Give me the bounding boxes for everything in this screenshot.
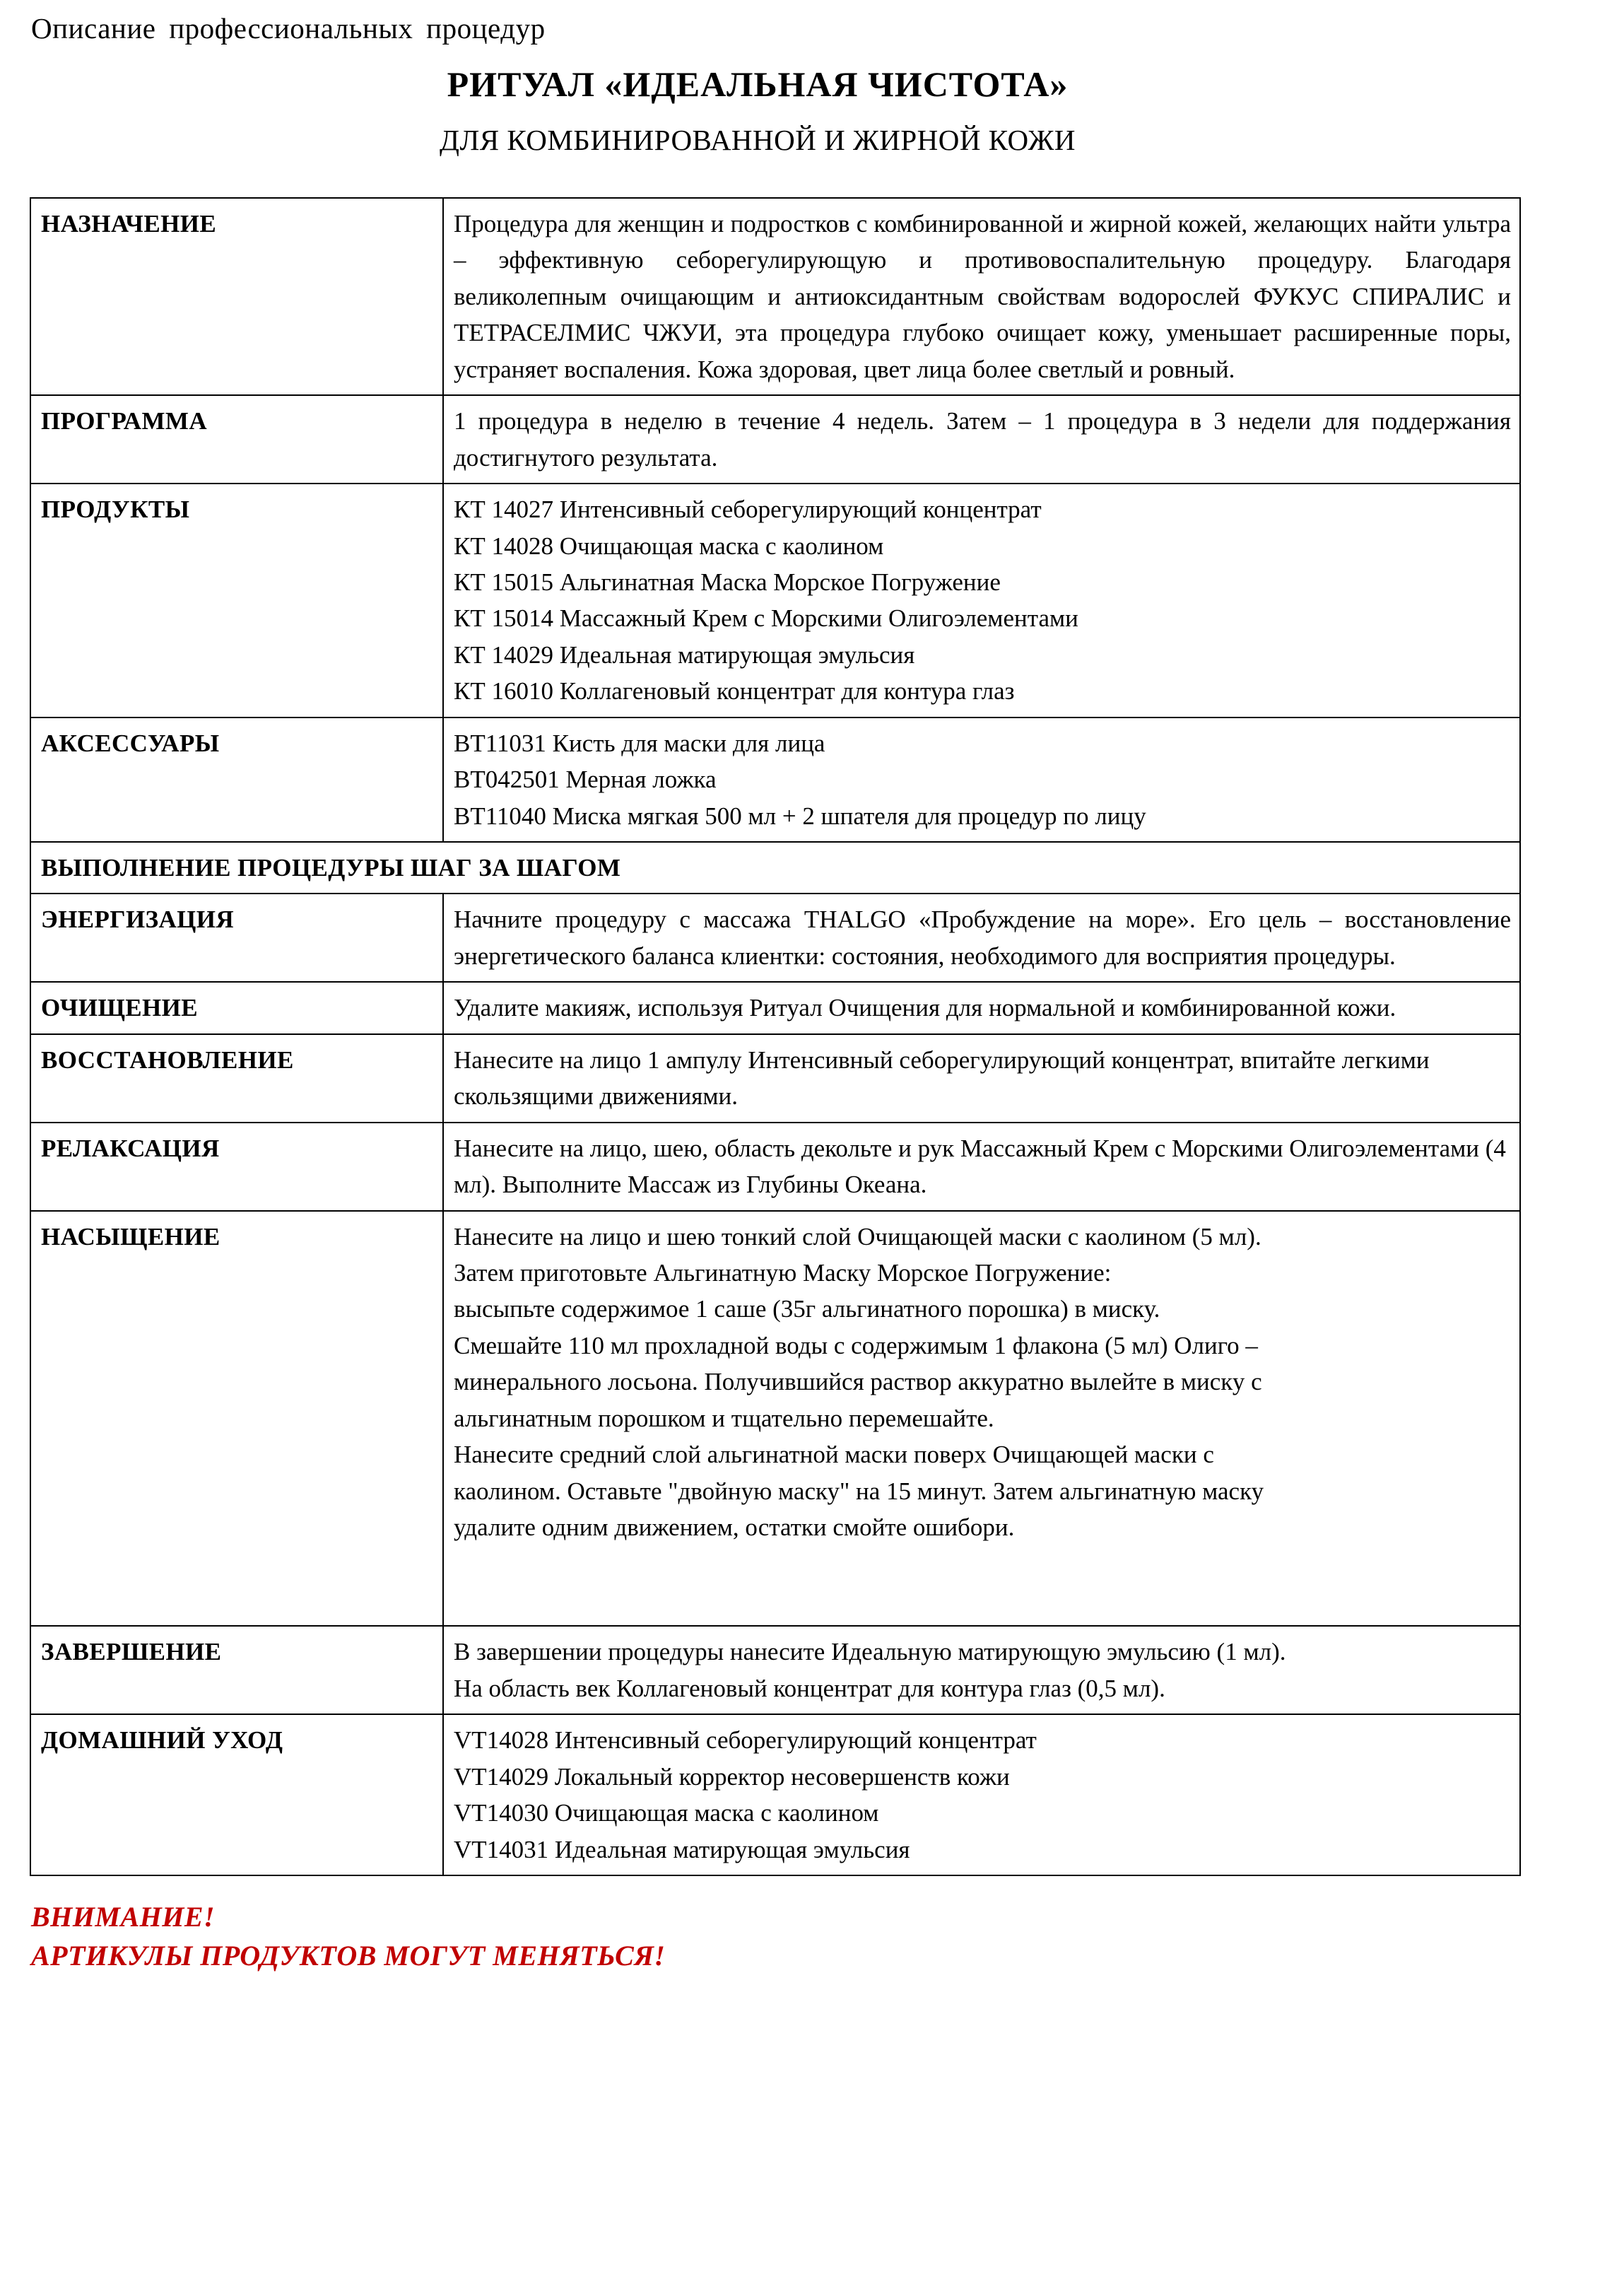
- row-label-relaxation: РЕЛАКСАЦИЯ: [30, 1123, 443, 1211]
- table-row-relaxation: [30, 1123, 1520, 1211]
- row-text-products: [443, 484, 1520, 718]
- warning-line-1: ВНИМАНИЕ!: [31, 1900, 216, 1933]
- list-item: BT11031 Кисть для маски для лица: [454, 729, 825, 757]
- table-row-products: [30, 484, 1520, 718]
- row-text-restoration: Нанесите на лицо 1 ампулу Интенсивный себорегулирующий концентрат, впитайте легкими скользящими движениями.: [443, 1034, 1520, 1123]
- table-row-steps-header: [30, 842, 1520, 894]
- table-row-energizing: [30, 894, 1520, 982]
- list-item: Затем приготовьте Альгинатную Маску Морское Погружение:: [454, 1258, 1112, 1287]
- list-item: BT11040 Миска мягкая 500 мл + 2 шпателя для процедур по лицу: [454, 802, 1146, 830]
- section-header-steps: ВЫПОЛНЕНИЕ ПРОЦЕДУРЫ ШАГ ЗА ШАГОМ: [30, 842, 1520, 894]
- row-text-energizing: Начните процедуру с массажа THALGO «Пробуждение на море». Его цель – восстановление энергетического баланса клиентки: состояния, необходимого для восприятия процедуры.: [443, 894, 1520, 982]
- list-item: VT14028 Интенсивный себорегулирующий концентрат: [454, 1726, 1037, 1755]
- row-text-home-care: [443, 1714, 1520, 1875]
- warning-note: [31, 1897, 1600, 1975]
- document-eyebrow: Описание профессиональных процедур: [31, 12, 546, 45]
- saturation-trailing-space: [454, 1545, 1511, 1581]
- list-item: КТ 14029 Идеальная матирующая эмульсия: [454, 640, 915, 669]
- list-item: КТ 16010 Коллагеновый концентрат для контура глаз: [454, 677, 1015, 705]
- row-label-energizing: ЭНЕРГИЗАЦИЯ: [30, 894, 443, 982]
- table-row-saturation: [30, 1211, 1520, 1627]
- table-row-accessories: [30, 718, 1520, 842]
- row-text-relaxation: Нанесите на лицо, шею, область декольте и рук Массажный Крем с Морскими Олигоэлементами (4 мл). Выполните Массаж из Глубины Океана.: [443, 1123, 1520, 1211]
- table-row-purpose: [30, 198, 1520, 395]
- row-label-program: ПРОГРАММА: [30, 395, 443, 484]
- list-item: Нанесите на лицо и шею тонкий слой Очищающей маски с каолином (5 мл).: [454, 1222, 1261, 1250]
- list-item: В завершении процедуры нанесите Идеальную матирующую эмульсию (1 мл).: [454, 1638, 1286, 1666]
- row-text-program: 1 процедура в неделю в течение 4 недель. Затем – 1 процедура в 3 недели для поддержания достигнутого результата.: [443, 395, 1520, 484]
- row-label-accessories: АКСЕССУАРЫ: [30, 718, 443, 842]
- list-item: BT042501 Мерная ложка: [454, 766, 717, 794]
- warning-line-2: АРТИКУЛЫ ПРОДУКТОВ МОГУТ МЕНЯТЬСЯ!: [31, 1940, 666, 1972]
- row-label-saturation: НАСЫЩЕНИЕ: [30, 1211, 443, 1627]
- row-label-home-care: ДОМАШНИЙ УХОД: [30, 1714, 443, 1875]
- list-item: КТ 15014 Массажный Крем с Морскими Олигоэлементами: [454, 604, 1078, 633]
- list-item: удалите одним движением, остатки смойте ошибори.: [454, 1513, 1015, 1541]
- page-title: РИТУАЛ «ИДЕАЛЬНАЯ ЧИСТОТА»: [447, 64, 1069, 104]
- list-item: КТ 14028 Очищающая маска с каолином: [454, 532, 884, 560]
- row-text-cleansing: Удалите макияж, используя Ритуал Очищения для нормальной и комбинированной кожи.: [443, 982, 1520, 1033]
- list-item: VT14031 Идеальная матирующая эмульсия: [454, 1835, 910, 1863]
- list-item: каолином. Оставьте "двойную маску" на 15 минут. Затем альгинатную маску: [454, 1477, 1264, 1505]
- list-item: На область век Коллагеновый концентрат для контура глаз (0,5 мл).: [454, 1674, 1165, 1702]
- list-item: Нанесите средний слой альгинатной маски поверх Очищающей маски с: [454, 1441, 1214, 1469]
- row-text-purpose: Процедура для женщин и подростков с комбинированной и жирной кожей, желающих найти ультра – эффективную себорегулирующую и противовоспалительную процедуру. Благодаря великолепным очищающим и антиоксидантным свойствам водорослей ФУКУС СПИРАЛИС и ТЕТРАСЕЛМИС ЧЖУИ, эта процедура глубоко очищает кожу, уменьшает расширенные поры, устраняет воспаления. Кожа здоровая, цвет лица более светлый и ровный.: [443, 198, 1520, 395]
- table-row-cleansing: [30, 982, 1520, 1033]
- list-item: высыпьте содержимое 1 саше (35г альгинатного порошка) в миску.: [454, 1295, 1160, 1323]
- table-row-completion: [30, 1626, 1520, 1714]
- list-item: альгинатным порошком и тщательно перемешайте.: [454, 1404, 994, 1432]
- list-item: VT14029 Локальный корректор несовершенств кожи: [454, 1762, 1010, 1791]
- row-label-products: ПРОДУКТЫ: [30, 484, 443, 718]
- table-row-home-care: [30, 1714, 1520, 1875]
- row-text-completion: [443, 1626, 1520, 1714]
- list-item: VT14030 Очищающая маска с каолином: [454, 1799, 879, 1827]
- table-row-program: [30, 395, 1520, 484]
- row-label-restoration: ВОССТАНОВЛЕНИЕ: [30, 1034, 443, 1123]
- row-label-purpose: НАЗНАЧЕНИЕ: [30, 198, 443, 395]
- page-subtitle: ДЛЯ КОМБИНИРОВАННОЙ И ЖИРНОЙ КОЖИ: [440, 124, 1076, 156]
- table-row-restoration: [30, 1034, 1520, 1123]
- list-item: минерального лосьона. Получившийся раствор аккуратно вылейте в миску с: [454, 1368, 1262, 1396]
- procedure-table: [30, 197, 1521, 1876]
- saturation-trailing-space: [454, 1582, 1511, 1618]
- list-item: Смешайте 110 мл прохладной воды с содержимым 1 флакона (5 мл) Олиго –: [454, 1331, 1258, 1359]
- row-text-accessories: [443, 718, 1520, 842]
- list-item: КТ 14027 Интенсивный себорегулирующий концентрат: [454, 496, 1042, 524]
- row-label-completion: ЗАВЕРШЕНИЕ: [30, 1626, 443, 1714]
- list-item: КТ 15015 Альгинатная Маска Морское Погружение: [454, 568, 1001, 596]
- row-text-saturation: [443, 1211, 1520, 1627]
- row-label-cleansing: ОЧИЩЕНИЕ: [30, 982, 443, 1033]
